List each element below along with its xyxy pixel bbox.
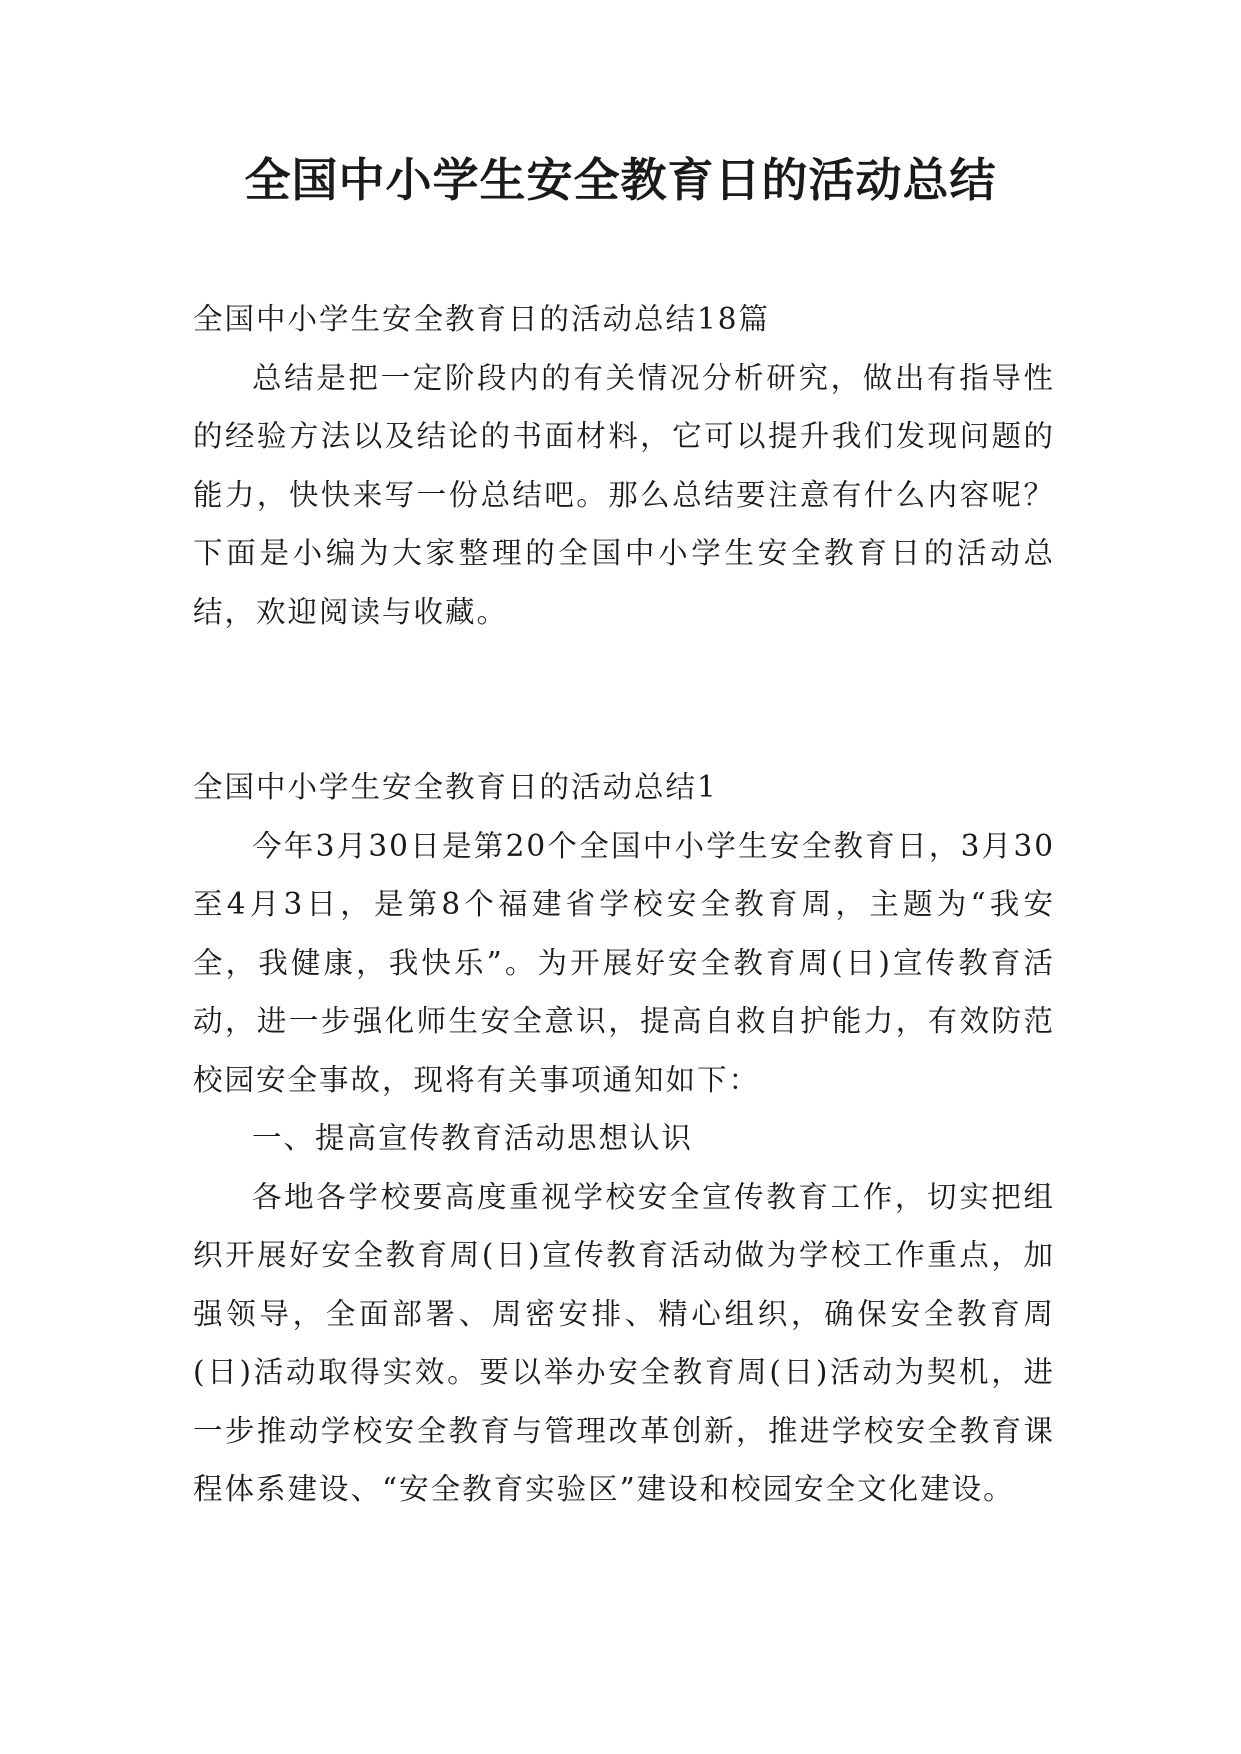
subsection-heading: 一、提高宣传教育活动思想认识 (252, 1121, 694, 1155)
intro-paragraph: 总结是把一定阶段内的有关情况分析研究，做出有指导性的经验方法以及结论的书面材料，它可以提升我们发现问题的能力，快快来写一份总结吧。那么总结要注意有什么内容呢？下面是小编为大家整理的全国中小学生安全教育日的活动总结，欢迎阅读与收藏。 (193, 360, 1055, 629)
document-body (193, 290, 1055, 1519)
document-subtitle: 全国中小学生安全教育日的活动总结18篇 (193, 302, 771, 336)
section-spacer (193, 641, 1055, 758)
body-paragraph: 各地各学校要高度重视学校安全宣传教育工作，切实把组织开展好安全教育周(日)宣传教育活动做为学校工作重点，加强领导，全面部署、周密安排、精心组织，确保安全教育周(日)活动取得实效。要以举办安全教育周(日)活动为契机，进一步推动学校安全教育与管理改革创新，推进学校安全教育课程体系建设、“安全教育实验区”建设和校园安全文化建设。 (193, 1179, 1055, 1506)
section-heading: 全国中小学生安全教育日的活动总结1 (193, 770, 718, 804)
body-paragraph: 今年3月30日是第20个全国中小学生安全教育日，3月30至4月3日，是第8个福建省学校安全教育周，主题为“我安全，我健康，我快乐”。为开展好安全教育周(日)宣传教育活动，进一步强化师生安全意识，提高自救自护能力，有效防范校园安全事故，现将有关事项通知如下： (193, 828, 1055, 1097)
document-title: 全国中小学生安全教育日的活动总结 (244, 153, 997, 207)
